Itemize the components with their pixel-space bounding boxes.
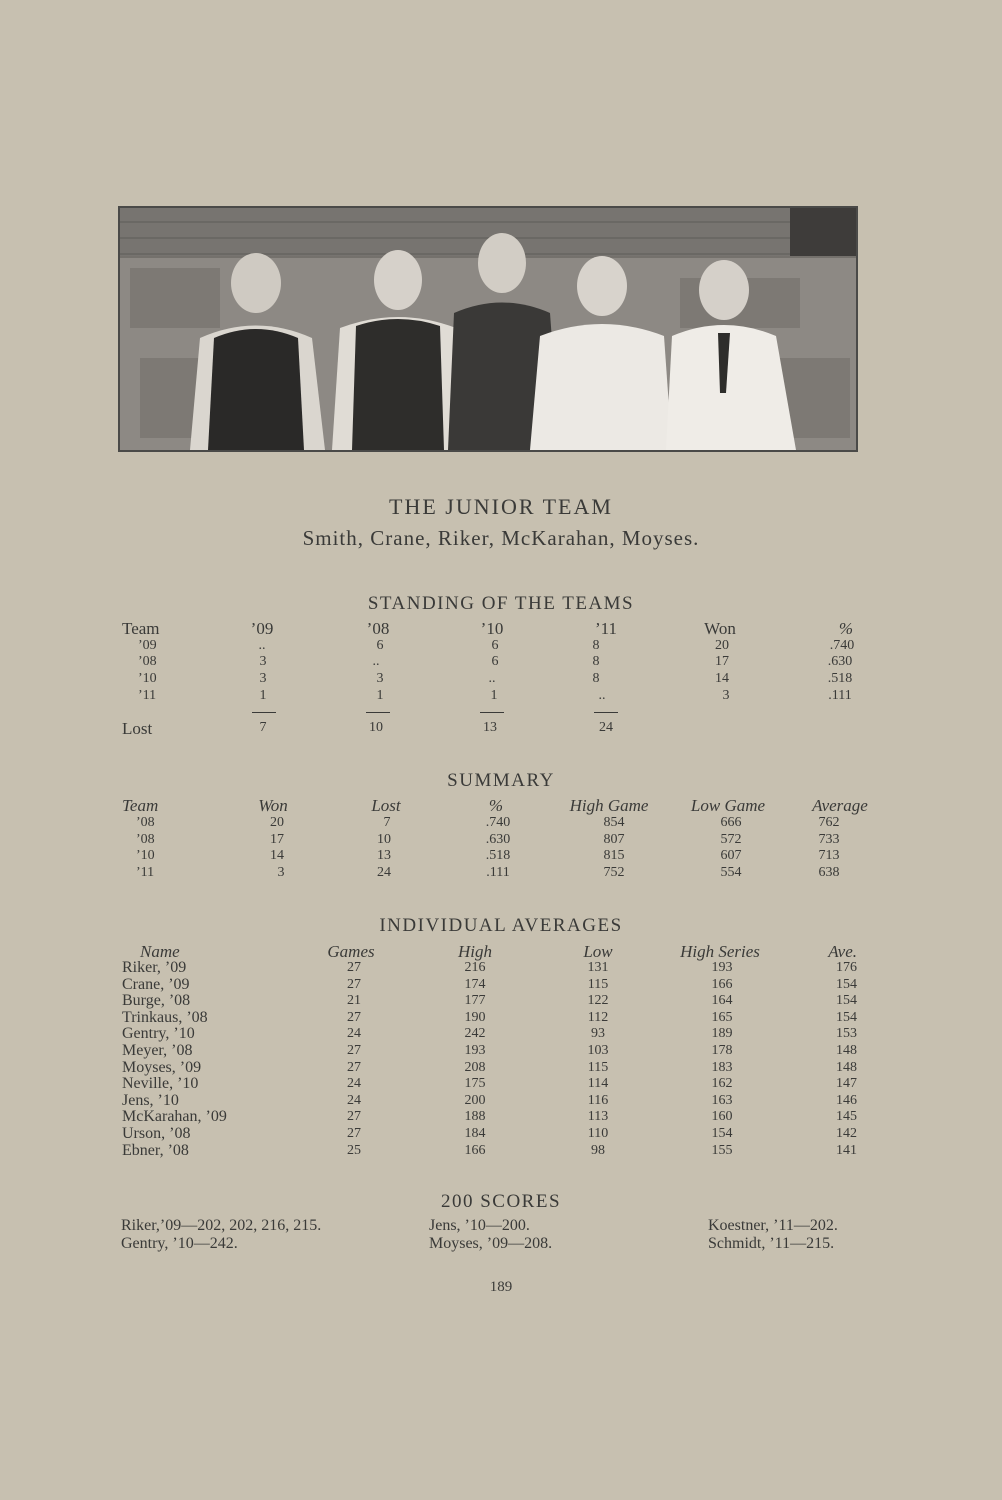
individual-row-cell: 27 xyxy=(347,960,361,975)
individual-row-cell: 166 xyxy=(711,976,733,992)
individual-row-cell: 115 xyxy=(587,1059,609,1075)
individual-row-cell: 200 xyxy=(464,1092,486,1108)
standing-row-cell: 3 xyxy=(259,671,267,686)
individual-row-cell: 24 xyxy=(347,1026,361,1042)
standing-row-team: ’10 xyxy=(138,671,157,686)
individual-row-cell: 27 xyxy=(347,1043,361,1058)
photo-caption-title: THE JUNIOR TEAM xyxy=(389,494,613,519)
individual-row-cell: 147 xyxy=(836,1076,857,1092)
individual-row-cell: 155 xyxy=(711,1142,733,1158)
summary-row-cell: 752 xyxy=(603,865,625,880)
individual-row-name: Riker, ’09 xyxy=(122,959,187,976)
individual-row-cell: 190 xyxy=(464,1009,486,1025)
scores-middle-line: Moyses, ’09—208. xyxy=(429,1235,553,1252)
summary-header-high-game: High Game xyxy=(569,796,649,815)
individual-header-high: High xyxy=(458,942,492,961)
individual-row-cell: 153 xyxy=(836,1026,857,1042)
photo-caption-names: Smith, Crane, Riker, McKarahan, Moyses. xyxy=(302,526,700,550)
standing-row-cell: 1 xyxy=(259,688,267,703)
standing-row-cell: 14 xyxy=(715,671,729,686)
summary-row-cell: 638 xyxy=(818,865,840,880)
individual-row-name: Jens, ’10 xyxy=(122,1091,179,1109)
individual-row-cell: 163 xyxy=(711,1092,733,1108)
standing-row-cell: 1 xyxy=(376,688,384,703)
standing-row-cell: 8 xyxy=(592,654,600,669)
individual-row-cell: 193 xyxy=(711,960,733,975)
summary-row-cell: 3 xyxy=(277,865,285,880)
summary-row-cell: 815 xyxy=(603,848,625,863)
summary-row-cell: 7 xyxy=(383,815,391,830)
individual-row-cell: 25 xyxy=(347,1142,361,1158)
individual-row-cell: 145 xyxy=(836,1109,857,1125)
standing-row-cell: 3 xyxy=(722,688,730,703)
standing-row-cell: .. xyxy=(372,654,380,669)
individual-row-cell: 174 xyxy=(464,976,486,992)
individual-row-cell: 112 xyxy=(587,1009,609,1025)
standing-lost-cell: 13 xyxy=(483,720,497,735)
individual-row-cell: 216 xyxy=(464,960,486,975)
page-number: 189 xyxy=(489,1279,513,1295)
summary-row-cell: 20 xyxy=(270,815,284,830)
summary-header-average: Average xyxy=(812,796,868,815)
individual-row-cell: 175 xyxy=(464,1076,486,1092)
summary-row-team: ’08 xyxy=(136,815,155,830)
summary-header-team: Team xyxy=(122,796,159,815)
individual-row-cell: 166 xyxy=(464,1142,486,1158)
standing-row-cell: .630 xyxy=(827,654,853,669)
standing-row-cell: .518 xyxy=(827,671,853,686)
standing-header-11: ’11 xyxy=(594,619,618,638)
standing-row-team: ’11 xyxy=(138,688,157,703)
individual-row-cell: 103 xyxy=(587,1043,609,1058)
summary-header-won: Won xyxy=(258,796,288,815)
individual-row-cell: 183 xyxy=(711,1059,733,1075)
standing-row-team: ’08 xyxy=(138,654,157,669)
standing-row-cell: 6 xyxy=(491,654,499,669)
individual-row-cell: 164 xyxy=(711,993,733,1009)
individual-row-cell: 24 xyxy=(347,1076,361,1092)
individual-header-average: Ave. xyxy=(828,942,857,961)
individual-row-cell: 115 xyxy=(587,976,609,992)
summary-row-cell: 17 xyxy=(270,832,284,847)
standing-row-cell: .. xyxy=(598,688,606,703)
individual-row-name: Gentry, ’10 xyxy=(122,1025,195,1043)
individual-row-cell: 141 xyxy=(836,1142,857,1158)
individual-row-name: Meyer, ’08 xyxy=(122,1042,193,1059)
summary-row-cell: 807 xyxy=(603,832,625,847)
individual-row-cell: 165 xyxy=(711,1009,733,1025)
individual-header-games: Games xyxy=(327,942,375,961)
individual-row-cell: 162 xyxy=(711,1076,733,1092)
individual-row-cell: 242 xyxy=(464,1026,486,1042)
standing-header-won: Won xyxy=(704,619,736,638)
individual-row-cell: 110 xyxy=(587,1126,609,1141)
summary-row-cell: 607 xyxy=(720,848,742,863)
individual-row-cell: 178 xyxy=(711,1043,733,1058)
summary-row-cell: 666 xyxy=(720,815,742,830)
summary-row-team: ’08 xyxy=(136,832,155,847)
individual-row-cell: 27 xyxy=(347,1009,361,1025)
summary-row-team: ’11 xyxy=(136,865,155,880)
summary-row-cell: 10 xyxy=(377,832,391,847)
standing-lost-cell: 24 xyxy=(599,720,613,735)
individual-row-cell: 116 xyxy=(587,1092,609,1108)
summary-row-cell: 713 xyxy=(818,848,840,863)
individual-row-name: Trinkaus, ’08 xyxy=(122,1008,208,1026)
individual-row-name: Crane, ’09 xyxy=(122,975,190,993)
standing-row-cell: 20 xyxy=(715,638,729,653)
standing-header-08: ’08 xyxy=(366,619,390,638)
individual-row-cell: 154 xyxy=(836,993,857,1009)
standing-row-cell: .740 xyxy=(829,638,855,653)
individual-header-high-series: High Series xyxy=(680,942,760,961)
summary-header-low-game: Low Game xyxy=(690,796,766,815)
total-rule xyxy=(366,712,390,713)
scores-middle-line: Jens, ’10—200. xyxy=(429,1217,530,1234)
total-rule xyxy=(480,712,504,713)
standing-header-10: ’10 xyxy=(480,619,504,638)
individual-row-cell: 27 xyxy=(347,976,361,992)
individual-row-cell: 176 xyxy=(836,960,857,975)
individual-row-name: Neville, ’10 xyxy=(122,1075,199,1093)
standing-lost-cell: 7 xyxy=(259,720,267,735)
individual-row-cell: 27 xyxy=(347,1059,361,1075)
standing-header-09: ’09 xyxy=(250,619,274,638)
standing-row-cell: 8 xyxy=(592,638,600,653)
scores-left-line: Riker,’09—202, 202, 216, 215. xyxy=(121,1217,322,1234)
total-rule xyxy=(594,712,618,713)
individual-row-cell: 189 xyxy=(711,1026,733,1042)
individual-row-name: McKarahan, ’09 xyxy=(122,1108,227,1126)
scores-title: 200 SCORES xyxy=(440,1191,562,1212)
scores-right-line: Koestner, ’11—202. xyxy=(708,1217,838,1234)
standing-row-cell: 8 xyxy=(592,671,600,686)
standing-header-team: Team xyxy=(122,619,160,638)
total-rule xyxy=(252,712,276,713)
summary-row-cell: 14 xyxy=(270,848,284,863)
scores-right-line: Schmidt, ’11—215. xyxy=(708,1235,835,1252)
individual-row-name: Urson, ’08 xyxy=(122,1125,191,1142)
individual-row-cell: 184 xyxy=(464,1126,486,1141)
individual-row-cell: 177 xyxy=(464,993,486,1009)
summary-row-cell: 572 xyxy=(720,832,742,847)
summary-row-cell: 733 xyxy=(818,832,840,847)
individual-row-cell: 188 xyxy=(464,1109,486,1125)
individual-row-cell: 193 xyxy=(464,1043,486,1058)
individual-row-cell: 160 xyxy=(711,1109,733,1125)
individual-row-name: Ebner, ’08 xyxy=(122,1141,189,1159)
summary-row-cell: 762 xyxy=(818,815,840,830)
individual-row-name: Moyses, ’09 xyxy=(122,1058,202,1076)
standing-row-cell: 6 xyxy=(376,638,384,653)
summary-title: SUMMARY xyxy=(447,770,555,791)
standing-header-percent: % xyxy=(838,619,854,638)
standing-lost-label: Lost xyxy=(122,719,153,738)
individual-row-cell: 122 xyxy=(587,993,609,1009)
individual-title: INDIVIDUAL AVERAGES xyxy=(379,915,623,936)
individual-header-low: Low xyxy=(583,942,613,961)
scores-left-line: Gentry, ’10—242. xyxy=(121,1235,238,1252)
individual-row-cell: 131 xyxy=(587,960,609,975)
standing-row-team: ’09 xyxy=(138,638,157,653)
standing-row-cell: 3 xyxy=(376,671,384,686)
standing-row-cell: 6 xyxy=(491,638,499,653)
standing-row-cell: .. xyxy=(488,671,496,686)
individual-row-cell: 154 xyxy=(836,976,857,992)
individual-row-cell: 142 xyxy=(836,1126,857,1141)
summary-row-cell: 13 xyxy=(377,848,391,863)
summary-row-cell: .111 xyxy=(486,865,510,880)
standing-row-cell: .111 xyxy=(828,688,852,703)
individual-row-cell: 154 xyxy=(711,1126,733,1141)
standing-row-cell: 3 xyxy=(259,654,267,669)
summary-row-cell: .740 xyxy=(485,815,511,830)
summary-row-cell: 854 xyxy=(603,815,625,830)
individual-row-cell: 24 xyxy=(347,1092,361,1108)
summary-row-cell: 24 xyxy=(377,865,391,880)
individual-row-cell: 154 xyxy=(836,1009,857,1025)
individual-row-cell: 148 xyxy=(836,1043,857,1058)
team-photograph xyxy=(118,206,858,452)
individual-header-name: Name xyxy=(140,942,180,961)
standing-row-cell: 1 xyxy=(490,688,498,703)
summary-header-lost: Lost xyxy=(371,796,401,815)
summary-row-cell: 554 xyxy=(720,865,742,880)
standing-lost-cell: 10 xyxy=(369,720,383,735)
individual-row-cell: 93 xyxy=(591,1026,605,1042)
summary-header-percent: % xyxy=(488,796,504,815)
individual-row-cell: 146 xyxy=(836,1092,857,1108)
summary-row-team: ’10 xyxy=(136,848,155,863)
individual-row-cell: 114 xyxy=(587,1076,609,1092)
individual-row-cell: 27 xyxy=(347,1109,361,1125)
individual-row-cell: 148 xyxy=(836,1059,857,1075)
summary-row-cell: .630 xyxy=(485,832,511,847)
individual-row-cell: 208 xyxy=(464,1059,486,1075)
standing-row-cell: 17 xyxy=(715,654,729,669)
standing-row-cell: .. xyxy=(258,638,266,653)
individual-row-cell: 98 xyxy=(591,1142,605,1158)
individual-row-cell: 21 xyxy=(347,993,361,1009)
standing-title: STANDING OF THE TEAMS xyxy=(367,593,635,614)
summary-row-cell: .518 xyxy=(485,848,511,863)
individual-row-name: Burge, ’08 xyxy=(122,992,191,1010)
individual-row-cell: 113 xyxy=(587,1109,609,1125)
individual-row-cell: 27 xyxy=(347,1126,361,1141)
